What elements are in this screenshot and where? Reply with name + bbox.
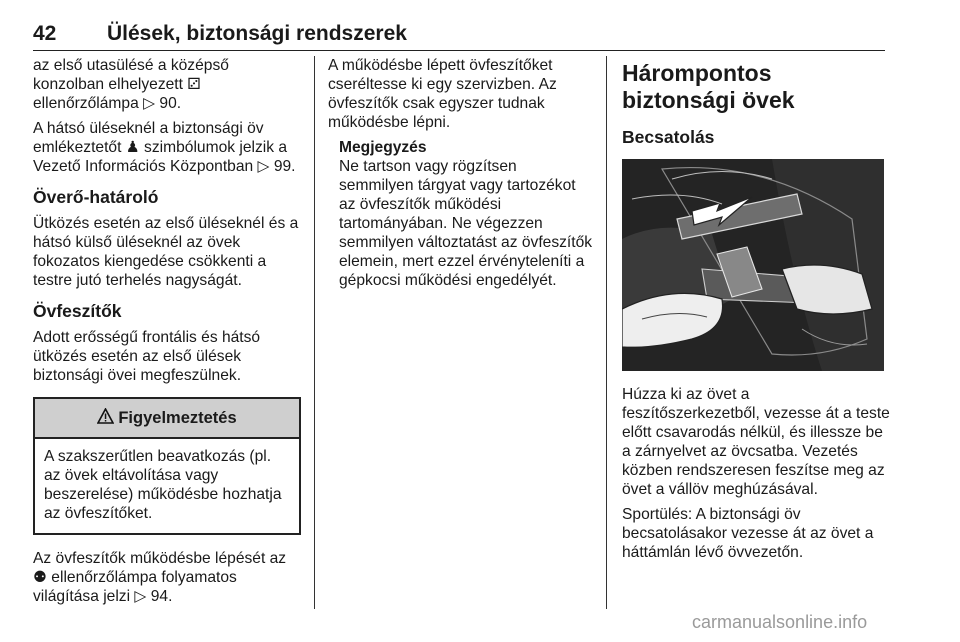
chapter-title: Ülések, biztonsági rendszerek [107, 22, 407, 45]
note-box [339, 138, 593, 290]
note-title: Megjegyzés [339, 139, 427, 156]
paragraph: A hátsó üléseknél a biztonsági öv emlékeztetőt ♟ szimbólumok jelzik a Vezető Információs Központban ▷ 99. [33, 120, 296, 175]
seatbelt-fastening-illustration [622, 159, 884, 371]
paragraph: Adott erősségű frontális és hátsó ütközés esetén az első ülések biztonsági övei megfeszülnek. [33, 329, 261, 384]
section-heading: Överő-határoló [33, 187, 159, 207]
note-text: Ne tartson vagy rögzítsen semmilyen tárgyat vagy tartozékot az övfeszítők működési tartományában. Ne végezzen semmilyen változtatást az övfeszítők elemein, mert ezzel érvényteleníti a gépkocsi működési engedélyét. [339, 158, 593, 289]
warning-triangle-icon [97, 408, 114, 429]
warning-title: Figyelmeztetés [118, 408, 237, 427]
warning-text: A szakszerűtlen beavatkozás (pl. az övek eltávolítása vagy beszerelése) működésbe hozhatja az övfeszítőket. [44, 448, 282, 522]
section-heading: Övfeszítők [33, 301, 122, 321]
paragraph: Ütközés esetén az első üléseknél és a hátsó külső üléseknél az övek fokozatos kiengedése csökkenti a testre jutó terhelés nagyságát. [33, 215, 299, 289]
paragraph: az első utasülésé a középső konzolban elhelyezett ⚂ ellenőrzőlámpa ▷ 90. [33, 57, 229, 112]
subsection-title: Becsatolás [622, 127, 715, 147]
column-2 [328, 56, 593, 290]
warning-header [35, 399, 299, 439]
column-divider [314, 56, 315, 609]
column-3 [622, 56, 890, 568]
paragraph: Sportülés: A biztonsági öv becsatolásakor vezesse át az övet a háttámlán lévő övvezetőn. [622, 506, 874, 561]
warning-box [33, 397, 301, 535]
paragraph: Húzza ki az övet a feszítőszerkezetből, vezesse át a teste előtt csavarodás nélkül, és illessze be a zárnyelvet az övcsatba. Vezetés közben rendszeresen feszítse meg az övet a vállöv meghúzásával. [622, 386, 890, 498]
column-1 [33, 56, 301, 612]
watermark: carmanualsonline.info [692, 612, 868, 632]
section-title: Hárompontos biztonsági övek [622, 60, 795, 113]
paragraph: A működésbe lépett övfeszítőket cseréltesse ki egy szervizben. Az övfeszítők csak egyszer tudnak működésbe lépni. [328, 57, 557, 131]
paragraph: Az övfeszítők működésbe lépését az ⚉ ellenőrzőlámpa folyamatos világítása jelzi ▷ 94. [33, 550, 287, 605]
page-number: 42 [33, 22, 57, 45]
column-divider [606, 56, 607, 609]
page-header [33, 18, 885, 51]
